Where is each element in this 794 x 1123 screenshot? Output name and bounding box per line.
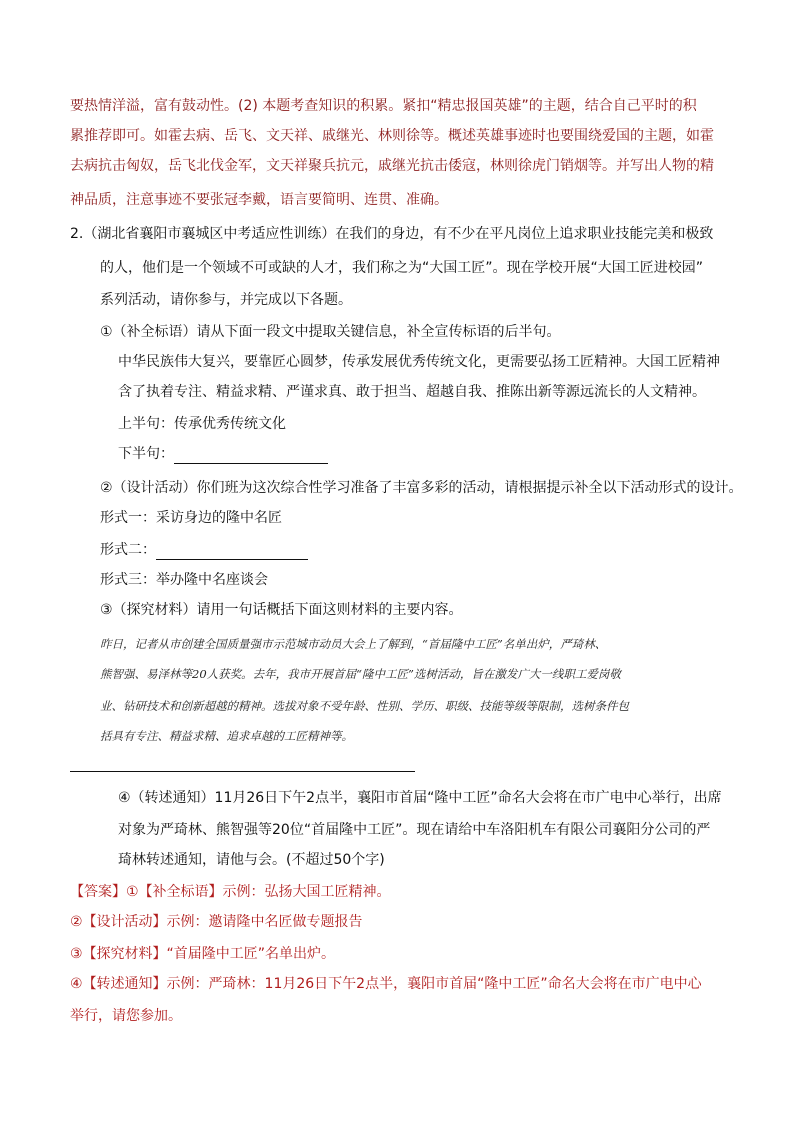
part-1-lower-label: 下半句： bbox=[118, 446, 174, 462]
part-4-line-3: 琦林转述通知，请他与会。(不超过50个字) bbox=[118, 852, 385, 868]
answer-line-2: ②【设计活动】示例：邀请隆中名匠做专题报告 bbox=[70, 914, 363, 930]
part-1-heading: ①（补全标语）请从下面一段文中提取关键信息，补全宣传标语的后半句。 bbox=[100, 324, 561, 340]
question-2-line-2: 的人，他们是一个领域不可或缺的人才，我们称之为“大国工匠”。现在学校开展“大国工匠进校园” bbox=[100, 260, 704, 276]
part-2-heading: ②（设计活动）你们班为这次综合性学习准备了丰富多彩的活动，请根据提示补全以下活动形式的设计。 bbox=[100, 480, 743, 496]
prev-answer-line-2: 累推荐即可。如霍去病、岳飞、文天祥、戚继光、林则徐等。概述英雄事迹时也要围绕爱国的主题，如霍 bbox=[70, 128, 714, 144]
part-3-answer-line[interactable] bbox=[70, 771, 415, 772]
part-1-lower-half bbox=[118, 444, 328, 464]
question-2-line-1: 2.（湖北省襄阳市襄城区中考适应性训练）在我们的身边，有不少在平凡岗位上追求职业技能完美和极致 bbox=[70, 226, 714, 242]
part-3-material-4: 括具有专注、精益求精、追求卓越的工匠精神等。 bbox=[100, 729, 353, 743]
prev-answer-line-1: 要热情洋溢，富有鼓动性。(2) 本题考查知识的积累。紧扣“精忠报国英雄”的主题，结合自己平时的积 bbox=[70, 98, 697, 114]
part-3-material-2: 熊智强、易泽林等20人获奖。去年，我市开展首届“隆中工匠”选树活动，旨在激发广大一线职工爱岗敬 bbox=[100, 667, 621, 681]
answer-line-5: 举行，请您参加。 bbox=[70, 1008, 182, 1024]
part-2-form-3: 形式三：举办隆中名座谈会 bbox=[100, 572, 268, 588]
answer-line-4: ④【转述通知】示例：严琦林：11月26日下午2点半，襄阳市首届“隆中工匠”命名大会将在市广电中心 bbox=[70, 976, 702, 992]
prev-answer-line-3: 去病抗击匈奴，岳飞北伐金军，文天祥聚兵抗元，戚继光抗击倭寇，林则徐虎门销烟等。并写出人物的精 bbox=[70, 158, 714, 174]
part-3-material-3: 业、钻研技术和创新超越的精神。选拔对象不受年龄、性别、学历、职级、技能等级等限制，选树条件包 bbox=[100, 699, 629, 713]
part-2-form-1: 形式一：采访身边的隆中名匠 bbox=[100, 510, 282, 526]
question-2-line-3: 系列活动，请你参与，并完成以下各题。 bbox=[100, 292, 352, 308]
answer-line-1: 【答案】①【补全标语】示例：弘扬大国工匠精神。 bbox=[70, 884, 391, 900]
part-1-answer-blank[interactable] bbox=[174, 449, 328, 464]
prev-answer-line-4: 神品质，注意事迹不要张冠李戴，语言要简明、连贯、准确。 bbox=[70, 192, 448, 208]
part-1-text-1: 中华民族伟大复兴，要靠匠心圆梦，传承发展优秀传统文化，更需要弘扬工匠精神。大国工匠精神 bbox=[118, 354, 720, 370]
part-2-form-2-label: 形式二： bbox=[100, 542, 156, 558]
part-2-answer-blank[interactable] bbox=[156, 545, 308, 560]
part-2-form-2 bbox=[100, 540, 308, 560]
part-1-upper-half: 上半句：传承优秀传统文化 bbox=[118, 416, 286, 432]
part-4-line-2: 对象为严琦林、熊智强等20位“首届隆中工匠”。现在请给中车洛阳机车有限公司襄阳分公司的严 bbox=[118, 822, 711, 838]
part-3-material-1: 昨日，记者从市创建全国质量强市示范城市动员大会上了解到，“首届隆中工匠”名单出炉，严琦林、 bbox=[100, 637, 607, 651]
part-1-text-2: 含了执着专注、精益求精、严谨求真、敢于担当、超越自我、推陈出新等源远流长的人文精神。 bbox=[118, 384, 706, 400]
part-4-line-1: ④（转述通知）11月26日下午2点半，襄阳市首届“隆中工匠”命名大会将在市广电中心举行，出席 bbox=[118, 790, 722, 806]
part-3-heading: ③（探究材料）请用一句话概括下面这则材料的主要内容。 bbox=[100, 602, 463, 618]
answer-line-3: ③【探究材料】“首届隆中工匠”名单出炉。 bbox=[70, 946, 336, 962]
